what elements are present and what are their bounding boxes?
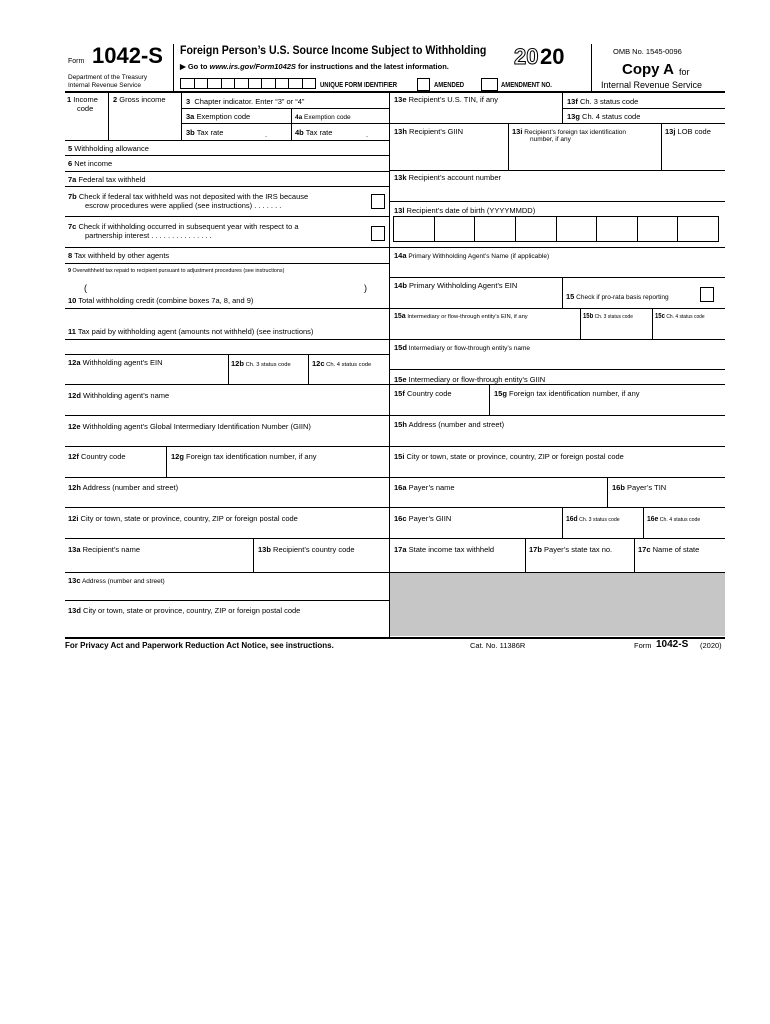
- box-11-label: 11 Tax paid by withholding agent (amounts not withheld) (see instructions): [68, 327, 314, 336]
- box-15-label: 15 Check if pro-rata basis reporting: [566, 292, 669, 301]
- box-3a-label: 3a Exemption code: [186, 112, 251, 121]
- box-13k-label: 13k Recipient’s account number: [394, 173, 502, 182]
- copy-label: Copy A: [622, 61, 674, 78]
- box-4b-dot: .: [366, 130, 369, 139]
- year-outline: 20: [514, 44, 539, 69]
- box-1-label: 1 Income: [67, 95, 98, 104]
- box-14a-label: 14a Primary Withholding Agent’s Name (if applicable): [394, 251, 550, 260]
- box-1-label-2: code: [77, 104, 94, 113]
- footer-year: (2020): [700, 641, 722, 650]
- box-12b-label: 12b Ch. 3 status code: [231, 359, 291, 368]
- dept-irs: Internal Revenue Service: [68, 82, 141, 89]
- copy-irs: Internal Revenue Service: [601, 80, 703, 90]
- box-5-label: 5 Withholding allowance: [68, 144, 149, 153]
- amended-checkbox[interactable]: [417, 78, 430, 91]
- box-13c-label: 13c Address (number and street): [68, 576, 165, 585]
- box-15c-label: 15c Ch. 4 status code: [655, 313, 705, 320]
- box-3b-dot: .: [265, 130, 268, 139]
- box-9-open-paren: (: [84, 283, 87, 293]
- form-title: Foreign Person’s U.S. Source Income Subject to Withholding: [180, 45, 487, 57]
- box-3b-label: 3b Tax rate: [186, 128, 224, 137]
- box-15d-label: 15d Intermediary or flow-through entity’s name: [394, 343, 531, 352]
- box-16b-label: 16b Payer’s TIN: [612, 483, 667, 492]
- box-17a-label: 17a State income tax withheld: [394, 545, 495, 554]
- box-13j-label: 13j LOB code: [665, 127, 711, 136]
- box-17c-label: 17c Name of state: [638, 545, 700, 554]
- escrow-checkbox[interactable]: [371, 194, 385, 209]
- box-13h-label: 13h Recipient’s GIIN: [394, 127, 464, 136]
- box-10-label: 10 Total withholding credit (combine boxes 7a, 8, and 9): [68, 296, 254, 305]
- shaded-area: [390, 573, 725, 636]
- year-bold: 20: [540, 44, 565, 69]
- box-7a-label: 7a Federal tax withheld: [68, 175, 146, 184]
- box-15g-label: 15g Foreign tax identification number, if any: [494, 389, 640, 398]
- omb-number: OMB No. 1545-0096: [613, 47, 682, 56]
- box-7c-label: 7c Check if withholding occurred in subsequent year with respect to a: [68, 222, 299, 231]
- box-9-label: 9 Overwithheld tax repaid to recipient pursuant to adjustment procedures (see instructions): [68, 268, 285, 274]
- dept-treasury: Department of the Treasury: [68, 74, 148, 81]
- box-15i-label: 15i City or town, state or province, country, ZIP or foreign postal code: [394, 452, 624, 461]
- box-13b-label: 13b Recipient’s country code: [258, 545, 355, 554]
- box-8-label: 8 Tax withheld by other agents: [68, 251, 170, 260]
- box-4b-label: 4b Tax rate: [295, 128, 333, 137]
- box-12a-label: 12a Withholding agent’s EIN: [68, 358, 163, 367]
- box-7c-label-2: partnership interest . . . . . . . . . . . . . . .: [85, 231, 212, 240]
- catalog-number: Cat. No. 11386R: [470, 641, 526, 650]
- copy-for: for: [679, 67, 690, 77]
- box-12d-label: 12d Withholding agent’s name: [68, 391, 170, 400]
- form-number: 1042-S: [92, 43, 163, 68]
- income-code-input[interactable]: [66, 113, 107, 139]
- box-12f-label: 12f Country code: [68, 452, 126, 461]
- box-17b-label: 17b Payer’s state tax no.: [529, 545, 613, 554]
- box-16e-label: 16e Ch. 4 status code: [647, 514, 701, 523]
- unique-form-identifier-input[interactable]: [180, 78, 316, 89]
- box-7b-label-2: escrow procedures were applied (see instructions) . . . . . . .: [85, 201, 282, 210]
- amended-label: AMENDED: [434, 82, 465, 89]
- box-15f-label: 15f Country code: [394, 389, 452, 398]
- box-4a-label: 4a Exemption code: [295, 114, 351, 121]
- box-13i-label-2: number, if any: [530, 136, 571, 143]
- footer-form-word: Form: [634, 641, 652, 650]
- box-12e-label: 12e Withholding agent’s Global Intermediary Identification Number (GIIN): [68, 422, 311, 431]
- box-13e-label: 13e Recipient’s U.S. TIN, if any: [394, 95, 498, 104]
- privacy-notice: For Privacy Act and Paperwork Reduction Act Notice, see instructions.: [65, 641, 334, 650]
- box-16a-label: 16a Payer’s name: [394, 483, 455, 492]
- pro-rata-checkbox[interactable]: [700, 287, 714, 302]
- box-15e-label: 15e Intermediary or flow-through entity’s GIIN: [394, 375, 546, 384]
- box-6-label: 6 Net income: [68, 159, 113, 168]
- box-13g-label: 13g Ch. 4 status code: [567, 112, 641, 121]
- box-13f-label: 13f Ch. 3 status code: [567, 97, 639, 106]
- box-13a-label: 13a Recipient’s name: [68, 545, 141, 554]
- box-15a-label: 15a Intermediary or flow-through entity’s EIN, if any: [394, 313, 528, 320]
- box-3-label: 3 Chapter indicator. Enter “3” or “4”: [186, 97, 305, 106]
- goto-line: ▶ Go to www.irs.gov/Form1042S for instructions and the latest information.: [180, 62, 449, 71]
- box-13i-label: 13i Recipient’s foreign tax identification: [512, 127, 627, 136]
- box-16c-label: 16c Payer’s GIIN: [394, 514, 452, 523]
- box-13d-label: 13d City or town, state or province, country, ZIP or foreign postal code: [68, 606, 301, 615]
- box-12i-label: 12i City or town, state or province, country, ZIP or foreign postal code: [68, 514, 298, 523]
- box-15b-label: 15b Ch. 3 status code: [583, 313, 633, 320]
- gross-income-input[interactable]: [110, 105, 180, 139]
- amendment-number-input[interactable]: [481, 78, 498, 91]
- box-9-close-paren: ): [364, 283, 367, 293]
- unique-id-label: UNIQUE FORM IDENTIFIER: [320, 82, 398, 89]
- box-12h-label: 12h Address (number and street): [68, 483, 179, 492]
- box-12c-label: 12c Ch. 4 status code: [312, 359, 372, 368]
- date-of-birth-input[interactable]: [393, 216, 719, 242]
- partnership-checkbox[interactable]: [371, 226, 385, 241]
- box-2-label: 2 Gross income: [113, 95, 166, 104]
- box-12g-label: 12g Foreign tax identification number, if any: [171, 452, 317, 461]
- box-7b-label: 7b Check if federal tax withheld was not deposited with the IRS because: [68, 192, 309, 201]
- amendment-no-label: AMENDMENT NO.: [501, 82, 552, 89]
- box-13l-label: 13l Recipient’s date of birth (YYYYMMDD): [394, 206, 536, 215]
- box-16d-label: 16d Ch. 3 status code: [566, 514, 620, 523]
- footer-form-number: 1042-S: [656, 639, 689, 650]
- box-15h-label: 15h Address (number and street): [394, 420, 505, 429]
- form-word: Form: [68, 58, 85, 65]
- box-14b-label: 14b Primary Withholding Agent’s EIN: [394, 281, 518, 290]
